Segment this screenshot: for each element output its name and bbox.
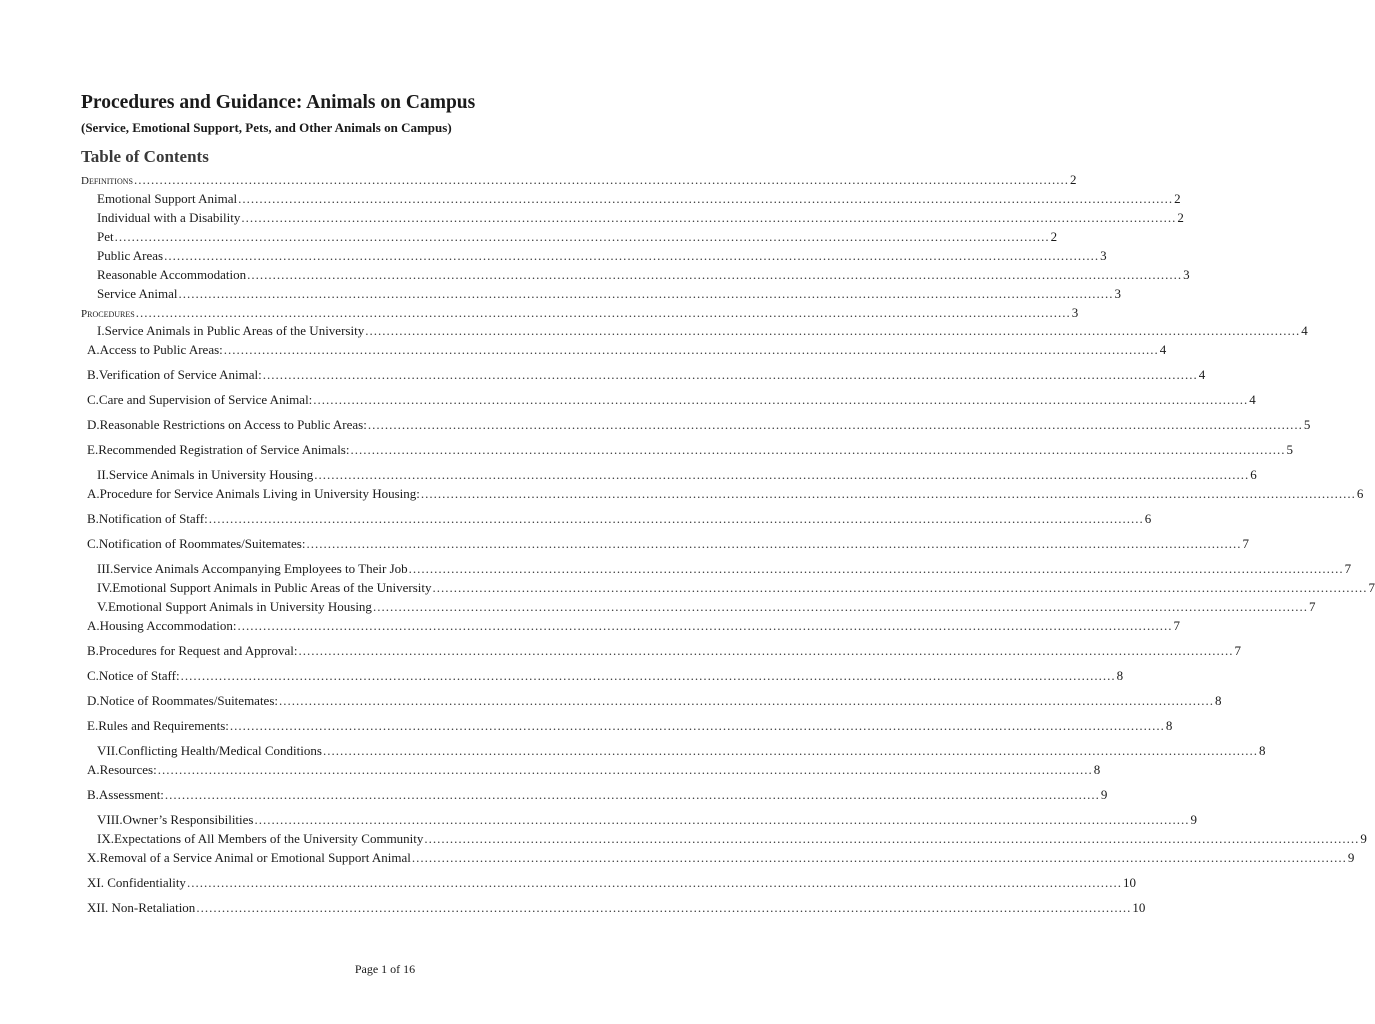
- toc-entry[interactable]: [97, 248, 1107, 264]
- toc-entry-page-number: 4: [1159, 342, 1167, 357]
- toc-entry[interactable]: [97, 831, 1367, 847]
- toc-entry-number: B.: [87, 367, 99, 382]
- toc-entry-page-number: 6: [1356, 486, 1364, 501]
- toc-dot-leader: ............................................................................................................................................................................................................................: [133, 172, 1069, 187]
- toc-dot-leader: ............................................................................................................................................................................................................................: [279, 693, 1214, 708]
- toc-entry-page-number: 7: [1368, 580, 1375, 595]
- toc-entry-page-number: 3: [1114, 286, 1122, 301]
- toc-entry-page-number: 8: [1093, 762, 1101, 777]
- toc-dot-leader: ............................................................................................................................................................................................................................: [157, 762, 1093, 777]
- toc-dot-leader: ............................................................................................................................................................................................................................: [254, 812, 1190, 827]
- toc-entry[interactable]: [97, 580, 1375, 596]
- toc-entry-number: VIII.: [97, 812, 123, 827]
- toc-entry[interactable]: [87, 762, 1101, 778]
- toc-entry[interactable]: [87, 668, 1124, 684]
- toc-entry-label: Reasonable Accommodation: [97, 267, 247, 282]
- toc-entry-number: C.: [87, 668, 99, 683]
- toc-entry-page-number: 9: [1190, 812, 1197, 827]
- toc-dot-leader: ............................................................................................................................................................................................................................: [262, 367, 1198, 382]
- toc-entry-page-number: 10: [1132, 900, 1146, 915]
- toc-entry[interactable]: [87, 417, 1311, 433]
- toc-entry-label: Resources:: [99, 762, 157, 777]
- toc-dot-leader: ............................................................................................................................................................................................................................: [180, 668, 1116, 683]
- toc-entry-label: Notification of Roommates/Suitemates:: [98, 536, 306, 551]
- toc-entry[interactable]: [87, 536, 1249, 552]
- document-title: Procedures and Guidance: Animals on Campus: [81, 92, 476, 113]
- toc-entry-page-number: 5: [1303, 417, 1311, 432]
- toc-entry-page-number: 4: [1301, 323, 1308, 338]
- toc-entry[interactable]: [97, 229, 1058, 245]
- page-footer: Page 1 of 16: [354, 962, 416, 976]
- toc-entry-label: XI. Confidentiality: [87, 875, 186, 890]
- toc-entry-number: B.: [87, 643, 99, 658]
- toc-dot-leader: ............................................................................................................................................................................................................................: [114, 229, 1050, 244]
- toc-entry-page-number: 10: [1122, 875, 1136, 890]
- toc-entry-page-number: 7: [1173, 618, 1180, 633]
- toc-entry[interactable]: [97, 191, 1181, 207]
- toc-entry-number: A.: [87, 342, 100, 357]
- toc-entry-number: V.: [97, 599, 108, 614]
- toc-dot-leader: ............................................................................................................................................................................................................................: [237, 618, 1173, 633]
- toc-entry-number: A.: [87, 486, 100, 501]
- toc-entry-number: A.: [87, 618, 100, 633]
- toc-entry-number: A.: [87, 762, 100, 777]
- toc-dot-leader: ............................................................................................................................................................................................................................: [135, 305, 1071, 320]
- toc-entry-label: Emotional Support Animal: [97, 191, 238, 206]
- toc-entry-page-number: 9: [1100, 787, 1108, 802]
- toc-dot-leader: ............................................................................................................................................................................................................................: [238, 191, 1174, 206]
- toc-entry-page-number: 2: [1174, 191, 1181, 206]
- toc-entry-label: Emotional Support Animals in Public Areas of the University: [112, 580, 432, 595]
- toc-entry-label: Notification of Staff:: [98, 511, 208, 526]
- toc-entry[interactable]: [87, 342, 1167, 358]
- toc-dot-leader: ............................................................................................................................................................................................................................: [367, 417, 1303, 432]
- toc-dot-leader: ............................................................................................................................................................................................................................: [322, 743, 1258, 758]
- toc-entry-page-number: 2: [1069, 172, 1077, 187]
- toc-dot-leader: ............................................................................................................................................................................................................................: [298, 643, 1234, 658]
- toc-dot-leader: ............................................................................................................................................................................................................................: [306, 536, 1242, 551]
- toc-entry-page-number: 4: [1198, 367, 1206, 382]
- toc-entry-number: B.: [87, 511, 99, 526]
- toc-entry[interactable]: [97, 812, 1197, 828]
- toc-entry-label: Reasonable Restrictions on Access to Public Areas:: [99, 417, 367, 432]
- toc-entry[interactable]: [87, 875, 1136, 891]
- toc-dot-leader: ............................................................................................................................................................................................................................: [350, 442, 1286, 457]
- toc-entry-page-number: 3: [1100, 248, 1107, 263]
- toc-entry-page-number: 6: [1250, 467, 1257, 482]
- toc-entry-label: Notice of Roommates/Suitemates:: [99, 693, 278, 708]
- toc-dot-leader: ............................................................................................................................................................................................................................: [247, 267, 1183, 282]
- toc-entry[interactable]: [97, 210, 1184, 226]
- toc-entry-label: Procedure for Service Animals Living in University Housing:: [99, 486, 420, 501]
- toc-entry-number: I.: [97, 323, 105, 338]
- toc-entry[interactable]: [97, 561, 1352, 577]
- toc-entry-label: Individual with a Disability: [97, 210, 241, 225]
- toc-entry-number: II.: [97, 467, 109, 482]
- toc-entry-label: Service Animals in University Housing: [108, 467, 314, 482]
- toc-entry-number: D.: [87, 417, 100, 432]
- toc-entry-label: Notice of Staff:: [98, 668, 180, 683]
- toc-entry[interactable]: [97, 267, 1190, 283]
- toc-dot-leader: ............................................................................................................................................................................................................................: [314, 467, 1250, 482]
- toc-entry-number: VII.: [97, 743, 119, 758]
- toc-entry-page-number: 8: [1215, 693, 1222, 708]
- toc-entry-number: B.: [87, 787, 99, 802]
- toc-entry[interactable]: [87, 718, 1173, 734]
- toc-dot-leader: ............................................................................................................................................................................................................................: [164, 248, 1100, 263]
- toc-entry-label: Recommended Registration of Service Animals:: [98, 442, 350, 457]
- toc-entry[interactable]: [87, 511, 1152, 527]
- toc-entry-label: Removal of a Service Animal or Emotional Support Animal: [99, 850, 411, 865]
- toc-entry-label: Access to Public Areas:: [99, 342, 223, 357]
- toc-entry-label: PROCEDURES: [81, 308, 135, 320]
- toc-entry-number: E.: [87, 442, 99, 457]
- toc-entry-number: D.: [87, 693, 100, 708]
- toc-entry-label: Service Animals Accompanying Employees to Their Job: [113, 561, 408, 576]
- toc-dot-leader: ............................................................................................................................................................................................................................: [223, 342, 1159, 357]
- toc-entry-label: Procedures for Request and Approval:: [98, 643, 298, 658]
- toc-dot-leader: ............................................................................................................................................................................................................................: [241, 210, 1177, 225]
- toc-entry[interactable]: [87, 643, 1241, 659]
- toc-entry[interactable]: [87, 850, 1355, 866]
- toc-dot-leader: ............................................................................................................................................................................................................................: [229, 718, 1165, 733]
- toc-entry[interactable]: [87, 693, 1222, 709]
- toc-dot-leader: ............................................................................................................................................................................................................................: [408, 561, 1344, 576]
- toc-dot-leader: ............................................................................................................................................................................................................................: [196, 900, 1132, 915]
- toc-entry[interactable]: [81, 305, 1079, 323]
- document-subtitle: (Service, Emotional Support, Pets, and Other Animals on Campus): [81, 120, 452, 135]
- toc-entry-page-number: 8: [1116, 668, 1124, 683]
- toc-entry[interactable]: [87, 442, 1293, 458]
- toc-entry-number: E.: [87, 718, 99, 733]
- toc-dot-leader: ............................................................................................................................................................................................................................: [208, 511, 1144, 526]
- toc-entry-label: Emotional Support Animals in University Housing: [107, 599, 372, 614]
- toc-entry[interactable]: [87, 486, 1364, 502]
- toc-entry[interactable]: [87, 900, 1146, 916]
- toc-entry-label: Housing Accommodation:: [99, 618, 237, 633]
- toc-entry-page-number: 9: [1360, 831, 1367, 846]
- toc-entry-label: DEFINITIONS: [81, 175, 133, 187]
- toc-entry-label: Conflicting Health/Medical Conditions: [118, 743, 322, 758]
- toc-entry[interactable]: [81, 172, 1077, 190]
- toc-entry-label: Expectations of All Members of the University Community: [113, 831, 424, 846]
- toc-entry-page-number: 5: [1286, 442, 1293, 457]
- toc-entry-page-number: 2: [1177, 210, 1184, 225]
- toc-dot-leader: ............................................................................................................................................................................................................................: [186, 875, 1122, 890]
- toc-entry-label: Service Animal: [97, 286, 178, 301]
- toc-entry-label: XII. Non-Retaliation: [87, 900, 196, 915]
- toc-entry-number: IV.: [97, 580, 113, 595]
- toc-entry-page-number: 7: [1242, 536, 1249, 551]
- toc-entry-page-number: 7: [1234, 643, 1241, 658]
- toc-dot-leader: ............................................................................................................................................................................................................................: [178, 286, 1114, 301]
- toc-entry[interactable]: [97, 286, 1122, 302]
- toc-entry-page-number: 9: [1347, 850, 1355, 865]
- toc-dot-leader: ............................................................................................................................................................................................................................: [313, 392, 1249, 407]
- toc-entry-page-number: 6: [1144, 511, 1152, 526]
- toc-entry-number: IX.: [97, 831, 114, 846]
- toc-entry-number: X.: [87, 850, 100, 865]
- toc-entry-label: Service Animals in Public Areas of the University: [104, 323, 365, 338]
- toc-entry-number: C.: [87, 392, 99, 407]
- toc-entry-label: Rules and Requirements:: [98, 718, 229, 733]
- toc-entry-label: Pet: [97, 229, 114, 244]
- toc-entry-number: III.: [97, 561, 114, 576]
- toc-entry-page-number: 3: [1071, 305, 1079, 320]
- toc-entry-label: Care and Supervision of Service Animal:: [98, 392, 313, 407]
- toc-entry-page-number: 4: [1249, 392, 1256, 407]
- toc-entry-label: Public Areas: [97, 248, 164, 263]
- toc-dot-leader: ............................................................................................................................................................................................................................: [424, 831, 1360, 846]
- toc-entry-label: Owner’s Responsibilities: [122, 812, 254, 827]
- toc-entry-page-number: 3: [1183, 267, 1190, 282]
- toc-entry[interactable]: [97, 467, 1257, 483]
- toc-entry-label: Assessment:: [98, 787, 164, 802]
- toc-entry-page-number: 2: [1050, 229, 1058, 244]
- toc-dot-leader: ............................................................................................................................................................................................................................: [372, 599, 1308, 614]
- toc-dot-leader: ............................................................................................................................................................................................................................: [411, 850, 1347, 865]
- toc-entry[interactable]: [87, 367, 1206, 383]
- toc-entry-page-number: 7: [1344, 561, 1352, 576]
- toc-dot-leader: ............................................................................................................................................................................................................................: [164, 787, 1100, 802]
- toc-entry[interactable]: [97, 323, 1308, 339]
- toc-entry[interactable]: [87, 392, 1256, 408]
- toc-entry-page-number: 8: [1165, 718, 1173, 733]
- toc-entry-number: C.: [87, 536, 99, 551]
- toc-entry[interactable]: [97, 599, 1316, 615]
- toc-entry-page-number: 7: [1308, 599, 1316, 614]
- toc-dot-leader: ............................................................................................................................................................................................................................: [420, 486, 1356, 501]
- toc-dot-leader: ............................................................................................................................................................................................................................: [365, 323, 1301, 338]
- toc-dot-leader: ............................................................................................................................................................................................................................: [432, 580, 1368, 595]
- toc-entry[interactable]: [87, 787, 1108, 803]
- toc-entry-label: Verification of Service Animal:: [98, 367, 262, 382]
- toc-entry[interactable]: [97, 743, 1266, 759]
- toc-entry-page-number: 8: [1258, 743, 1266, 758]
- toc-entry[interactable]: [87, 618, 1180, 634]
- toc-heading: Table of Contents: [81, 147, 209, 166]
